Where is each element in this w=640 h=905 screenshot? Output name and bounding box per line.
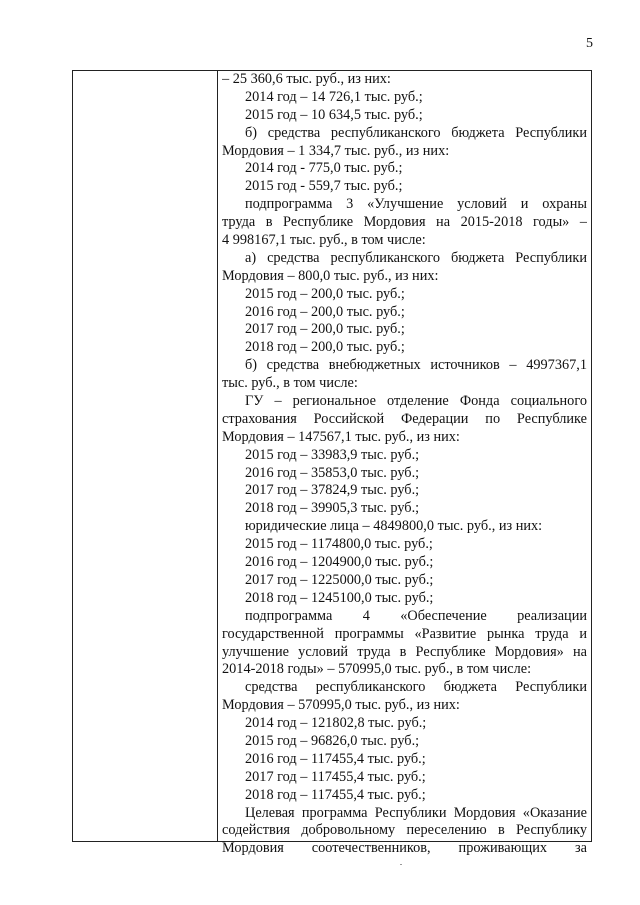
text-line: Мордовия соотечественников, проживающих за (222, 840, 587, 857)
text-line: государственной программы «Развитие рынка труда и (222, 625, 587, 642)
text-line: 2017 год – 200,0 тыс. руб.; (245, 321, 405, 338)
text-line: 2014 год – 14 726,1 тыс. руб.; (245, 88, 423, 105)
text-line: 2014-2018 годы» – 570995,0 тыс. руб., в том числе: (222, 661, 532, 678)
text-line: б) средства республиканского бюджета Республики (245, 124, 587, 141)
text-line: 2017 год – 1225000,0 тыс. руб.; (245, 571, 434, 588)
text-line: 4 998167,1 тыс. руб., в том числе: (222, 232, 426, 249)
text-line: труда в Республике Мордовия на 2015-2018 годы» – (222, 214, 587, 231)
text-line: 2014 год – 121802,8 тыс. руб.; (245, 715, 427, 732)
text-line: 2018 год – 117455,4 тыс. руб.; (245, 786, 426, 803)
text-line: 2014 год - 775,0 тыс. руб.; (245, 160, 403, 177)
document-table (72, 70, 592, 857)
text-line: улучшение условий труда в Республике Мордовия» на (222, 643, 587, 660)
text-line: юридические лица – 4849800,0 тыс. руб., из них: (245, 518, 543, 535)
text-line: ГУ – региональное отделение Фонда социального (245, 393, 587, 410)
table-right-column (219, 71, 591, 857)
text-line: 2015 год – 1174800,0 тыс. руб.; (245, 536, 433, 553)
text-line: 2018 год – 200,0 тыс. руб.; (245, 339, 405, 356)
text-line: 2016 год – 117455,4 тыс. руб.; (245, 750, 426, 767)
text-line: средства республиканского бюджета Республики (245, 679, 587, 696)
text-line: а) средства республиканского бюджета Республики (245, 249, 587, 266)
text-line: 2018 год – 39905,3 тыс. руб.; (245, 500, 420, 517)
text-line: 2016 год – 200,0 тыс. руб.; (245, 303, 405, 320)
text-line: б) средства внебюджетных источников – 4997367,1 (245, 357, 587, 374)
text-line: подпрограмма 4 «Обеспечение реализации (245, 607, 587, 624)
text-line: Мордовия – 570995,0 тыс. руб., из них: (222, 697, 460, 714)
text-line: 2015 год – 200,0 тыс. руб.; (245, 285, 405, 302)
text-line: Мордовия – 1 334,7 тыс. руб., из них: (222, 142, 450, 159)
text-line: 2017 год – 117455,4 тыс. руб.; (245, 768, 426, 785)
text-line: 2015 год – 10 634,5 тыс. руб.; (245, 106, 423, 123)
page-number: 5 (586, 36, 593, 51)
text-line: тыс. руб., в том числе: (222, 375, 358, 392)
text-line: страхования Российской Федерации по Республике (222, 410, 587, 427)
text-line: 2017 год – 37824,9 тыс. руб.; (245, 482, 420, 499)
text-line: 2015 год – 96826,0 тыс. руб.; (245, 732, 420, 749)
text-line: содействия добровольному переселению в Республику (222, 822, 587, 839)
text-line: 2015 год – 33983,9 тыс. руб.; (245, 446, 420, 463)
text-line: 2015 год - 559,7 тыс. руб.; (245, 178, 403, 195)
text-line: 2016 год – 1204900,0 тыс. руб.; (245, 554, 434, 571)
text-line: подпрограмма 3 «Улучшение условий и охраны (245, 196, 587, 213)
text-line: 2016 год – 35853,0 тыс. руб.; (245, 464, 420, 481)
text-line: Мордовия – 800,0 тыс. руб., из них: (222, 267, 439, 284)
text-line: Целевая программа Республики Мордовия «Оказание (245, 804, 587, 821)
text-line: 2018 год – 1245100,0 тыс. руб.; (245, 589, 434, 606)
text-line: Мордовия – 147567,1 тыс. руб., из них: (222, 428, 460, 445)
text-line: – 25 360,6 тыс. руб., из них: (222, 71, 391, 87)
scan-mark (400, 864, 402, 865)
table-left-column (73, 71, 218, 841)
